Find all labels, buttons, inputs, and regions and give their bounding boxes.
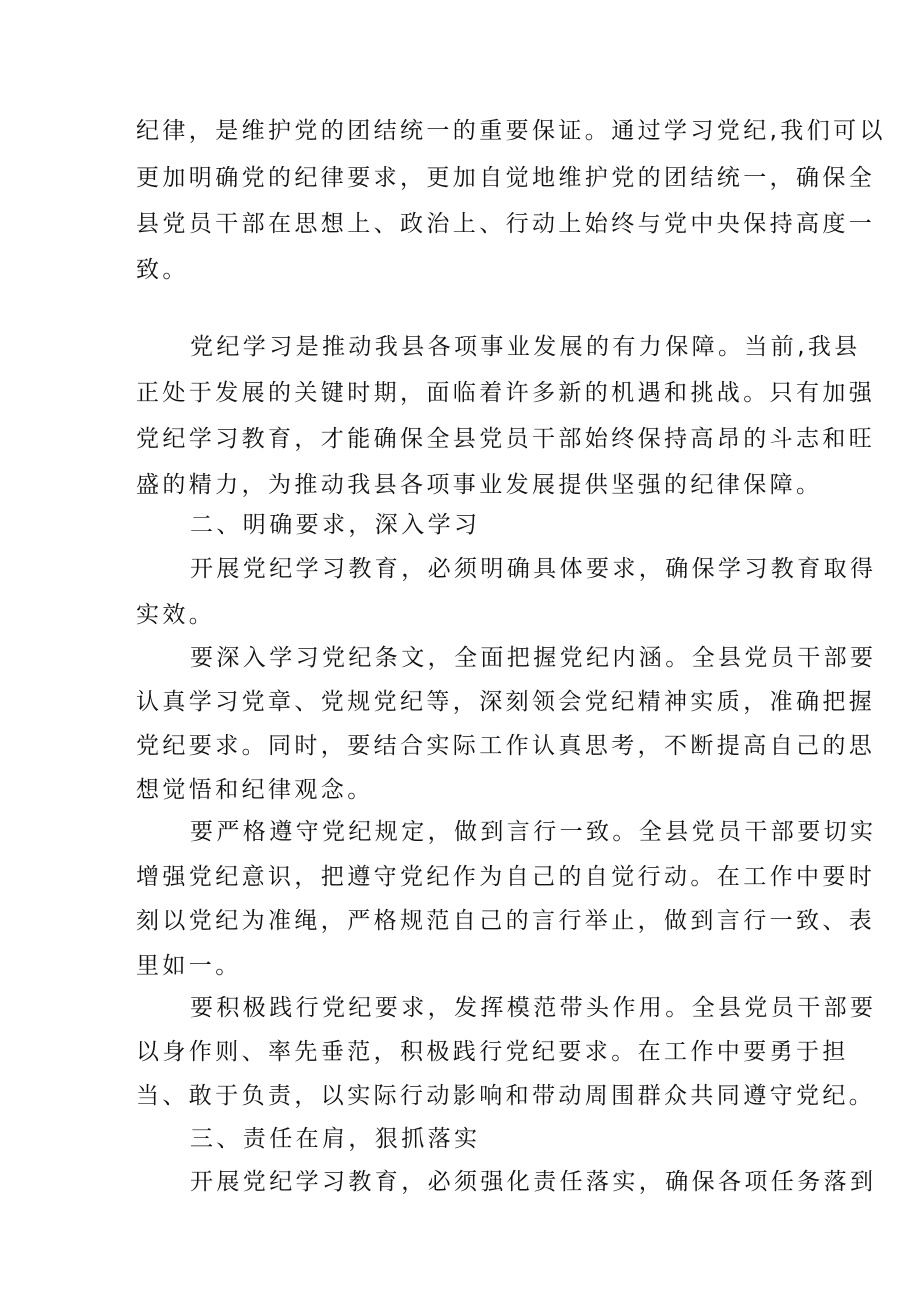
- text-line: 致。: [136, 257, 189, 283]
- text-line: 县党员干部在思想上、政治上、行动上始终与党中央保持高度一: [136, 211, 876, 237]
- section-heading: 二、明确要求，深入学习: [190, 512, 481, 538]
- text-line: 当、敢于负责，以实际行动影响和带动周围群众共同遵守党纪。: [136, 1083, 876, 1109]
- paragraph-first-line: 开展党纪学习教育，必须明确具体要求，确保学习教育取得: [190, 556, 877, 582]
- paragraph-first-line: 要严格遵守党纪规定，做到言行一致。全县党员干部要切实: [190, 819, 877, 845]
- text-line: 以身作则、率先垂范，积极践行党纪要求。在工作中要勇于担: [136, 1039, 849, 1065]
- text-line: 更加明确党的纪律要求，更加自觉地维护党的团结统一，确保全: [136, 165, 876, 191]
- text-line: 认真学习党章、党规党纪等，深刻领会党纪精神实质，准确把握: [136, 689, 876, 715]
- text-line: 里如一。: [136, 953, 242, 979]
- text-line: 盛的精力，为推动我县各项事业发展提供坚强的纪律保障。: [136, 472, 823, 498]
- text-line: 想觉悟和纪律观念。: [136, 777, 374, 803]
- text-line: 正处于发展的关键时期，面临着许多新的机遇和挑战。只有加强: [136, 380, 876, 406]
- paragraph-first-line: 党纪学习是推动我县各项事业发展的有力保障。当前,我县: [190, 334, 861, 360]
- text-line: 党纪要求。同时，要结合实际工作认真思考，不断提高自己的思: [136, 733, 876, 759]
- text-line: 实效。: [136, 602, 216, 628]
- text-line: 纪律，是维护党的团结统一的重要保证。通过学习党纪,我们可以: [136, 118, 886, 144]
- section-heading: 三、责任在肩，狠抓落实: [190, 1126, 481, 1152]
- paragraph-first-line: 要积极践行党纪要求，发挥模范带头作用。全县党员干部要: [190, 995, 877, 1021]
- paragraph-first-line: 要深入学习党纪条文，全面把握党纪内涵。全县党员干部要: [190, 645, 877, 671]
- text-line: 刻以党纪为准绳，严格规范自己的言行举止，做到言行一致、表: [136, 908, 876, 934]
- paragraph-first-line: 开展党纪学习教育，必须强化责任落实，确保各项任务落到: [190, 1169, 877, 1195]
- text-line: 增强党纪意识，把遵守党纪作为自己的自觉行动。在工作中要时: [136, 864, 876, 890]
- text-line: 党纪学习教育，才能确保全县党员干部始终保持高昂的斗志和旺: [136, 426, 876, 452]
